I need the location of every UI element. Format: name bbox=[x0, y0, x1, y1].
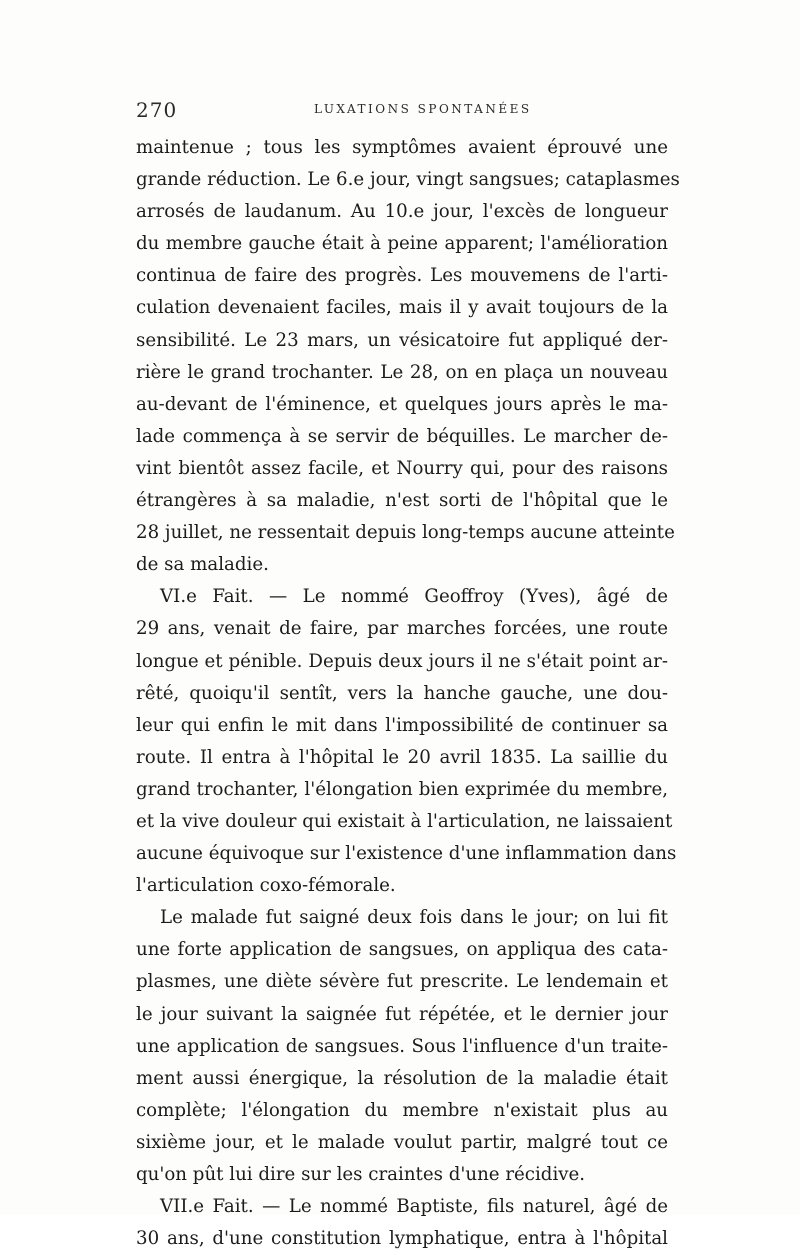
text-line: 29 ans, venait de faire, par marches forcées, une route bbox=[136, 618, 668, 640]
text-line: 28 juillet, ne ressentait depuis long-temps aucune atteinte bbox=[136, 522, 675, 544]
text-line: qu'on pût lui dire sur les craintes d'une récidive. bbox=[136, 1164, 586, 1185]
text-line: VII.e Fait. — Le nommé Baptiste, fils naturel, âgé de bbox=[160, 1196, 668, 1218]
text-line: 30 ans, d'une constitution lymphatique, entra à l'hôpital bbox=[136, 1228, 668, 1250]
text-line: longue et pénible. Depuis deux jours il ne s'était point ar- bbox=[136, 650, 668, 672]
text-line: grand trochanter, l'élongation bien exprimée du membre, bbox=[136, 778, 668, 800]
page-header bbox=[136, 98, 668, 120]
body-text bbox=[136, 132, 680, 1255]
text-line: l'articulation coxo-fémorale. bbox=[136, 875, 396, 897]
text-line: étrangères à sa maladie, n'est sorti de l'hôpital que le bbox=[136, 490, 668, 512]
text-line: rière le grand trochanter. Le 28, on en plaça un nouveau bbox=[136, 361, 668, 383]
text-line: vint bientôt assez facile, et Nourry qui, pour des raisons bbox=[136, 457, 668, 479]
text-line: VI.e Fait. — Le nommé Geoffroy (Yves), âgé de bbox=[160, 586, 668, 608]
text-line: de sa maladie. bbox=[136, 554, 269, 576]
text-line: leur qui enfin le mit dans l'impossibilité de continuer sa bbox=[136, 714, 668, 736]
text-line: sixième jour, et le malade voulut partir, malgré tout ce bbox=[136, 1131, 668, 1153]
text-line: Le malade fut saigné deux fois dans le jour; on lui fit bbox=[160, 907, 668, 929]
text-line: une application de sangsues. Sous l'influence d'un traite- bbox=[136, 1035, 668, 1057]
text-line: arrosés de laudanum. Au 10.e jour, l'excès de longueur bbox=[136, 201, 668, 223]
text-line: plasmes, une diète sévère fut prescrite. Le lendemain et bbox=[136, 971, 668, 993]
text-line: continua de faire des progrès. Les mouvemens de l'arti- bbox=[136, 265, 668, 287]
text-line: maintenue ; tous les symptômes avaient éprouvé une bbox=[136, 137, 668, 158]
text-line: ment aussi énergique, la résolution de la maladie était bbox=[136, 1067, 668, 1089]
text-line: au-devant de l'éminence, et quelques jours après le ma- bbox=[136, 393, 668, 415]
page-number: 270 bbox=[136, 98, 178, 122]
text-line: rêté, quoiqu'il sentît, vers la hanche gauche, une dou- bbox=[136, 682, 668, 704]
text-line: route. Il entra à l'hôpital le 20 avril 1835. La saillie du bbox=[136, 746, 668, 768]
text-line: une forte application de sangsues, on appliqua des cata- bbox=[136, 939, 668, 961]
text-line: aucune équivoque sur l'existence d'une inflammation dans bbox=[136, 843, 677, 865]
text-line: lade commença à se servir de béquilles. Le marcher de- bbox=[136, 425, 668, 447]
text-line: complète; l'élongation du membre n'existait plus au bbox=[136, 1099, 668, 1121]
text-line: le jour suivant la saignée fut répétée, et le dernier jour bbox=[136, 1003, 668, 1025]
text-line: du membre gauche était à peine apparent; l'amélioration bbox=[136, 233, 668, 255]
text-line: grande réduction. Le 6.e jour, vingt sangsues; cataplasmes bbox=[136, 169, 680, 191]
text-line: et la vive douleur qui existait à l'articulation, ne laissaient bbox=[136, 810, 673, 832]
running-title: LUXATIONS SPONTANÉES bbox=[314, 102, 532, 116]
text-line: culation devenaient faciles, mais il y avait toujours de la bbox=[136, 297, 668, 319]
text-line: sensibilité. Le 23 mars, un vésicatoire fut appliqué der- bbox=[136, 329, 668, 351]
